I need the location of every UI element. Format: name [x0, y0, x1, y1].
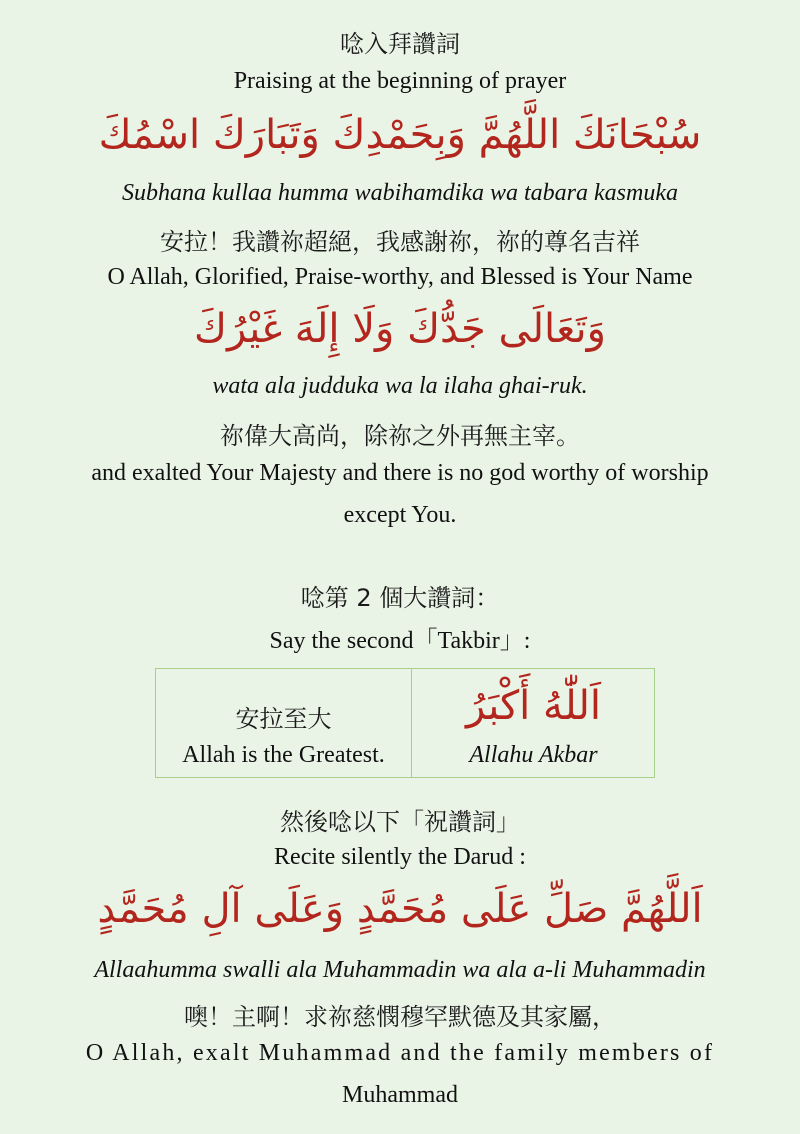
section1-zh-2: 祢偉大高尚，除祢之外再無主宰。: [220, 422, 580, 450]
section3-zh: 噢！主啊！求祢慈憫穆罕默德及其家屬，: [184, 1003, 616, 1031]
section1-en-2a: and exalted Your Majesty and there is no god worthy of worship: [91, 460, 709, 486]
section2-heading-en: Say the second「Takbir」:: [269, 628, 531, 654]
section3-heading-zh: 然後唸以下「祝讚詞」: [280, 808, 520, 836]
takbir-en: Allah is the Greatest.: [182, 742, 385, 768]
section1-translit-1: Subhana kullaa humma wabihamdika wa tabara kasmuka: [122, 180, 678, 206]
section3-translit: Allaahumma swalli ala Muhammadin wa ala a-li Muhammadin: [94, 957, 706, 983]
takbir-arabic: اَللّٰهُ أَكْبَرُ: [466, 683, 601, 729]
section2-heading-zh: 唸第 2 個大讚詞：: [300, 584, 500, 612]
section3-arabic: اَللَّهُمَّ صَلِّ عَلَى مُحَمَّدٍ وَعَلَى آلِ مُحَمَّدٍ: [97, 886, 703, 932]
takbir-translit: Allahu Akbar: [469, 742, 598, 768]
section3-heading-en: Recite silently the Darud :: [274, 844, 526, 870]
section1-en-1: O Allah, Glorified, Praise-worthy, and Blessed is Your Name: [107, 264, 693, 290]
section3-en-a: O Allah, exalt Muhammad and the family members of: [85, 1040, 715, 1066]
section1-zh-1: 安拉！我讚祢超絕，我感謝祢，祢的尊名吉祥: [160, 228, 640, 256]
section1-arabic-1: سُبْحَانَكَ اللَّهُمَّ وَبِحَمْدِكَ وَتَبَارَكَ اسْمُكَ: [98, 112, 702, 158]
takbir-box-arabic-cell: [412, 669, 655, 777]
section1-heading-zh: 唸入拜讚詞: [340, 30, 460, 58]
takbir-box: [155, 668, 655, 778]
section1-arabic-2: وَتَعَالَى جَدُّكَ وَلَا إِلَهَ غَيْرُكَ: [194, 306, 606, 352]
section1-translit-2: wata ala judduka wa la ilaha ghai-ruk.: [212, 373, 588, 399]
takbir-zh: 安拉至大: [235, 705, 332, 733]
takbir-box-translation-cell: [156, 669, 411, 777]
section1-heading-en: Praising at the beginning of prayer: [233, 68, 567, 94]
section3-en-b: Muhammad: [342, 1082, 458, 1108]
section1-en-2b: except You.: [343, 502, 457, 528]
